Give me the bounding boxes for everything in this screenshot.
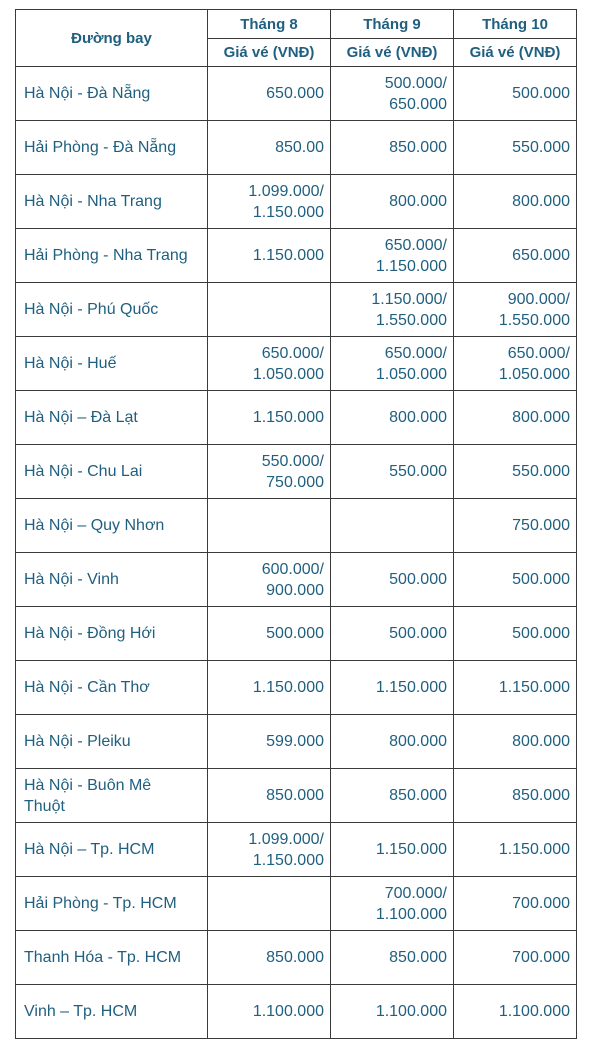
price-value: 800.000 — [389, 193, 447, 210]
price-cell-month-10 — [454, 391, 577, 445]
price-value: 550.000 — [389, 463, 447, 480]
price-value: 550.000 — [512, 463, 570, 480]
price-value: 1.100.000 — [252, 1003, 324, 1020]
route-name: Hà Nội – Đà Lạt — [24, 409, 138, 426]
price-cell-month-9 — [331, 823, 454, 877]
route-cell — [16, 715, 208, 769]
price-cell-month-8 — [208, 769, 331, 823]
price-cell-month-9 — [331, 391, 454, 445]
price-cell-month-10 — [454, 661, 577, 715]
price-value: 850.00 — [275, 139, 324, 156]
route-cell — [16, 985, 208, 1039]
table-row — [16, 985, 577, 1039]
route-name: Thanh Hóa - Tp. HCM — [24, 949, 182, 966]
price-value: 1.150.000 — [252, 679, 324, 696]
route-name: Hà Nội - Huế — [24, 355, 117, 372]
route-name: Hà Nội – Quy Nhơn — [24, 517, 165, 534]
table-row — [16, 877, 577, 931]
price-cell-month-8 — [208, 985, 331, 1039]
price-cell-month-9 — [331, 931, 454, 985]
table-row — [16, 769, 577, 823]
route-name: Hà Nội - Đồng Hới — [24, 625, 156, 642]
price-cell-month-10 — [454, 175, 577, 229]
route-cell — [16, 607, 208, 661]
route-cell — [16, 823, 208, 877]
price-cell-month-9 — [331, 283, 454, 337]
price-value: 650.000/ 1.150.000 — [375, 236, 447, 275]
table-header — [16, 10, 577, 67]
price-value: 850.000 — [389, 139, 447, 156]
price-cell-month-8 — [208, 67, 331, 121]
price-value: 800.000 — [512, 409, 570, 426]
price-cell-month-9 — [331, 715, 454, 769]
price-cell-month-10 — [454, 769, 577, 823]
route-cell — [16, 769, 208, 823]
price-value: 1.099.000/ 1.150.000 — [248, 830, 324, 869]
table-row — [16, 121, 577, 175]
route-name: Hà Nội - Cần Thơ — [24, 679, 150, 696]
route-cell — [16, 553, 208, 607]
route-cell — [16, 121, 208, 175]
price-value: 850.000 — [512, 787, 570, 804]
price-cell-month-8 — [208, 337, 331, 391]
table-row — [16, 175, 577, 229]
route-name: Hà Nội - Pleiku — [24, 733, 131, 750]
price-value: 700.000 — [512, 895, 570, 912]
route-cell — [16, 877, 208, 931]
price-value: 500.000 — [389, 571, 447, 588]
route-cell — [16, 283, 208, 337]
table-row — [16, 661, 577, 715]
month-header-9: Tháng 9 — [331, 10, 454, 39]
table-row — [16, 499, 577, 553]
table-body — [16, 67, 577, 1039]
route-name: Hà Nội - Chu Lai — [24, 463, 143, 480]
price-cell-month-10 — [454, 445, 577, 499]
price-cell-month-9 — [331, 121, 454, 175]
route-name: Hà Nội – Tp. HCM — [24, 841, 155, 858]
price-value: 800.000 — [512, 733, 570, 750]
price-value: 850.000 — [266, 949, 324, 966]
price-cell-month-9 — [331, 337, 454, 391]
route-name: Hà Nội - Nha Trang — [24, 193, 162, 210]
route-name: Hà Nội - Buôn Mê Thuột — [24, 776, 152, 815]
table-row — [16, 391, 577, 445]
price-cell-month-10 — [454, 823, 577, 877]
price-value: 500.000 — [512, 625, 570, 642]
price-value: 599.000 — [266, 733, 324, 750]
route-cell — [16, 445, 208, 499]
route-cell — [16, 67, 208, 121]
price-value: 650.000/ 1.050.000 — [252, 344, 324, 383]
table-row — [16, 67, 577, 121]
price-value: 1.150.000 — [252, 409, 324, 426]
price-value: 850.000 — [389, 949, 447, 966]
route-cell — [16, 499, 208, 553]
price-value: 1.150.000 — [375, 679, 447, 696]
price-cell-month-10 — [454, 337, 577, 391]
price-cell-month-8 — [208, 715, 331, 769]
month-header-8: Tháng 8 — [208, 10, 331, 39]
price-value: 500.000 — [389, 625, 447, 642]
price-cell-month-8 — [208, 283, 331, 337]
price-cell-month-8 — [208, 931, 331, 985]
price-cell-month-8 — [208, 499, 331, 553]
route-name: Hà Nội - Phú Quốc — [24, 301, 159, 318]
price-cell-month-8 — [208, 661, 331, 715]
price-value: 1.150.000 — [498, 841, 570, 858]
price-value: 1.150.000 — [375, 841, 447, 858]
price-cell-month-9 — [331, 769, 454, 823]
price-value: 500.000 — [512, 85, 570, 102]
price-value: 1.150.000/ 1.550.000 — [371, 290, 447, 329]
price-value: 800.000 — [389, 733, 447, 750]
price-cell-month-10 — [454, 553, 577, 607]
header-row-months — [16, 10, 577, 39]
route-cell — [16, 337, 208, 391]
route-name: Hà Nội - Vinh — [24, 571, 119, 588]
table-row — [16, 823, 577, 877]
price-value: 1.100.000 — [375, 1003, 447, 1020]
price-cell-month-8 — [208, 229, 331, 283]
route-cell — [16, 391, 208, 445]
route-cell — [16, 931, 208, 985]
table-row — [16, 283, 577, 337]
table-row — [16, 229, 577, 283]
price-cell-month-9 — [331, 67, 454, 121]
price-value: 800.000 — [512, 193, 570, 210]
price-cell-month-9 — [331, 499, 454, 553]
table-row — [16, 553, 577, 607]
price-value: 800.000 — [389, 409, 447, 426]
table-row — [16, 337, 577, 391]
price-cell-month-8 — [208, 607, 331, 661]
price-subheader-8: Giá vé (VNĐ) — [208, 39, 331, 67]
price-cell-month-8 — [208, 121, 331, 175]
price-cell-month-9 — [331, 445, 454, 499]
price-cell-month-10 — [454, 985, 577, 1039]
fare-table — [15, 9, 577, 1039]
price-cell-month-9 — [331, 661, 454, 715]
route-name: Hải Phòng - Tp. HCM — [24, 895, 177, 912]
price-value: 1.150.000 — [498, 679, 570, 696]
price-cell-month-10 — [454, 229, 577, 283]
price-cell-month-10 — [454, 283, 577, 337]
route-name: Vinh – Tp. HCM — [24, 1003, 138, 1020]
price-cell-month-10 — [454, 607, 577, 661]
price-cell-month-10 — [454, 121, 577, 175]
price-cell-month-9 — [331, 607, 454, 661]
price-value: 650.000 — [266, 85, 324, 102]
price-cell-month-10 — [454, 715, 577, 769]
price-value: 650.000/ 1.050.000 — [498, 344, 570, 383]
price-cell-month-8 — [208, 823, 331, 877]
month-header-10: Tháng 10 — [454, 10, 577, 39]
price-cell-month-9 — [331, 877, 454, 931]
price-value: 650.000 — [512, 247, 570, 264]
price-cell-month-9 — [331, 985, 454, 1039]
price-value: 650.000/ 1.050.000 — [375, 344, 447, 383]
price-value: 850.000 — [389, 787, 447, 804]
price-cell-month-10 — [454, 877, 577, 931]
price-cell-month-10 — [454, 499, 577, 553]
route-cell — [16, 661, 208, 715]
price-value: 500.000/ 650.000 — [384, 74, 447, 113]
route-header: Đường bay — [16, 10, 208, 67]
price-cell-month-8 — [208, 877, 331, 931]
table-row — [16, 445, 577, 499]
price-cell-month-8 — [208, 553, 331, 607]
price-value: 1.150.000 — [252, 247, 324, 264]
price-value: 850.000 — [266, 787, 324, 804]
price-cell-month-8 — [208, 445, 331, 499]
price-value: 900.000/ 1.550.000 — [498, 290, 570, 329]
price-value: 750.000 — [512, 517, 570, 534]
price-value: 1.099.000/ 1.150.000 — [248, 182, 324, 221]
price-value: 500.000 — [266, 625, 324, 642]
price-cell-month-10 — [454, 931, 577, 985]
price-cell-month-9 — [331, 175, 454, 229]
route-name: Hải Phòng - Nha Trang — [24, 247, 188, 264]
price-value: 500.000 — [512, 571, 570, 588]
table-row — [16, 931, 577, 985]
price-value: 1.100.000 — [498, 1003, 570, 1020]
price-value: 550.000/ 750.000 — [261, 452, 324, 491]
route-name: Hà Nội - Đà Nẵng — [24, 85, 151, 102]
price-value: 550.000 — [512, 139, 570, 156]
table-row — [16, 715, 577, 769]
price-cell-month-9 — [331, 553, 454, 607]
price-subheader-10: Giá vé (VNĐ) — [454, 39, 577, 67]
route-cell — [16, 175, 208, 229]
price-value: 700.000 — [512, 949, 570, 966]
price-value: 700.000/ 1.100.000 — [375, 884, 447, 923]
price-cell-month-8 — [208, 175, 331, 229]
price-value: 600.000/ 900.000 — [261, 560, 324, 599]
route-cell — [16, 229, 208, 283]
price-cell-month-9 — [331, 229, 454, 283]
table-row — [16, 607, 577, 661]
route-name: Hải Phòng - Đà Nẵng — [24, 139, 177, 156]
price-cell-month-8 — [208, 391, 331, 445]
price-cell-month-10 — [454, 67, 577, 121]
price-subheader-9: Giá vé (VNĐ) — [331, 39, 454, 67]
